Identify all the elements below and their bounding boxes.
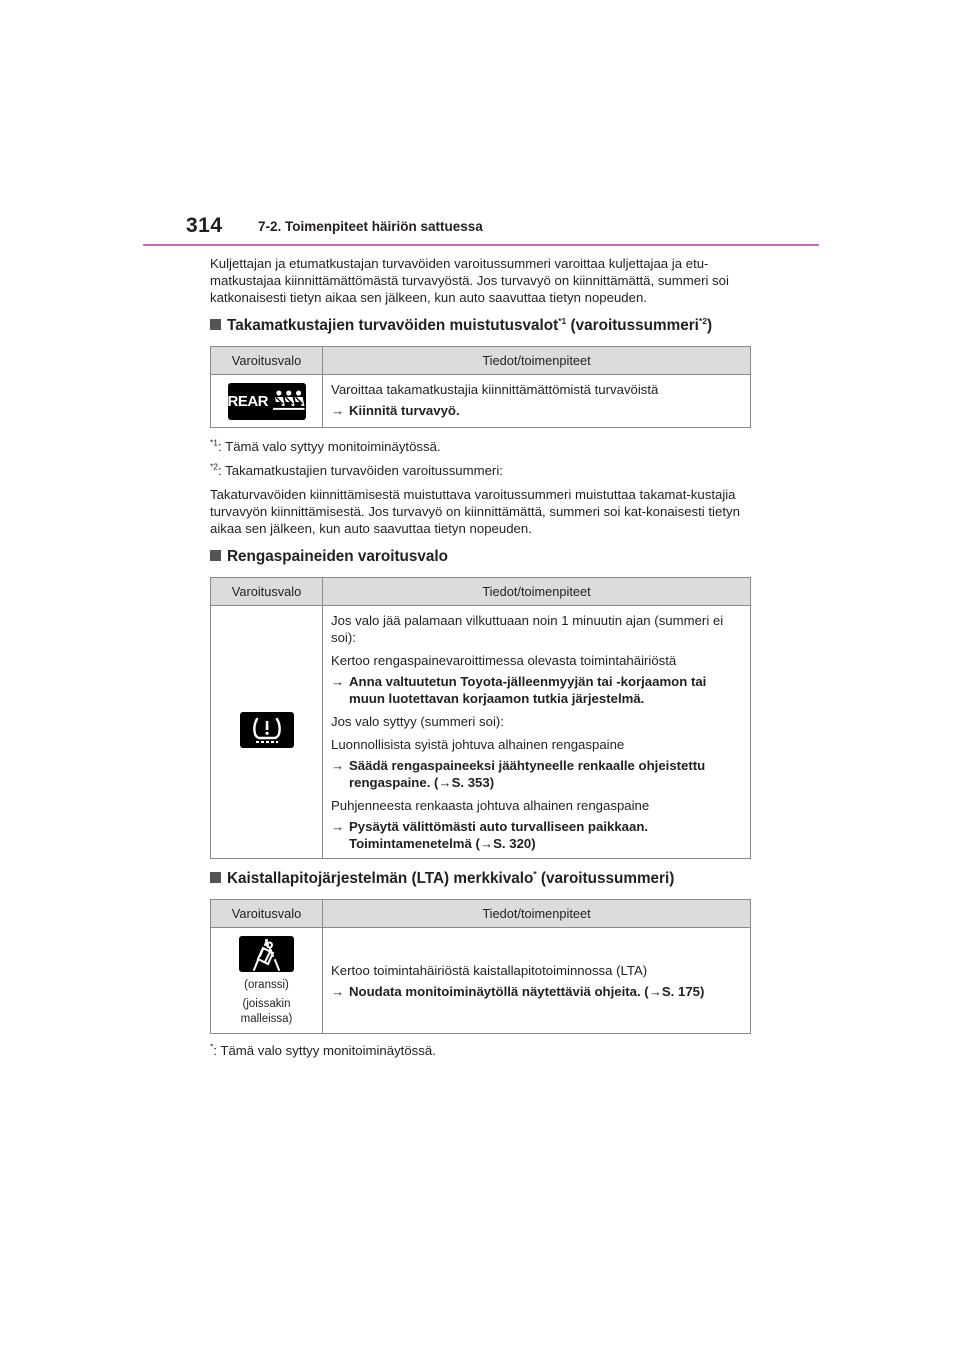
arrow-icon: → [331,983,345,999]
row-description: Kertoo rengaspainevaroittimessa olevasta toimintahäiriöstä [331,653,677,668]
icon-cell [211,375,323,428]
section-bullet-icon [210,872,221,883]
column-header-details: Tiedot/toimenpiteet [323,578,751,606]
footnote-1: $^{*1}$: Tämä valo syttyy monitoiminäytössä. [210,437,441,454]
icon-model-label: (joissakin malleissa) [240,998,293,1025]
section-bullet-icon [210,319,221,330]
section-heading-lta: Kaistallapitojärjestelmän (LTA) merkkivalo* (varoitussummeri) [210,869,752,888]
table-row [211,928,751,1034]
icon-cell [211,606,323,859]
warning-table-lta [210,899,751,1034]
footnote-lta: *: Tämä valo syttyy monitoiminäytössä. [210,1041,436,1058]
action-line: → Kiinnitä turvavyö. [331,403,460,418]
action-line: → Säädä rengaspaineeksi jäähtyneelle renkaalle ohjeistettu rengaspaine. (→S. 353) [331,758,706,790]
column-header-warning-light: Varoitusvalo [211,900,323,928]
table-row [211,375,751,428]
table-row [211,606,751,859]
rear-seatbelt-reminder-icon: REAR [228,383,306,420]
section-heading-tire-pressure: Rengaspaineiden varoitusvalo [210,547,752,566]
column-header-warning-light: Varoitusvalo [211,347,323,375]
icon-cell [211,928,323,1034]
table-header-row [211,900,751,928]
condition-text: Jos valo jää palamaan vilkuttuaan noin 1 minuutin ajan (summeri ei soi): [331,613,724,645]
table-header-row [211,347,751,375]
action-line: → Noudata monitoiminäytöllä näytettäviä ohjeita. (→S. 175) [331,983,705,999]
icon-color-label: (oranssi) [244,979,289,991]
row-description: Puhjenneesta renkaasta johtuva alhainen rengaspaine [331,798,650,813]
lane-tracing-assist-icon [239,936,294,972]
tire-pressure-warning-icon [240,712,294,748]
rear-seatbelt-paragraph: Takaturvavöiden kiinnittämisestä muistuttava varoitussummeri muistuttaa takamat-kustajia turvavyön kiinnittämisestä. Jos turvavyö on kiinnittämättä, summeri soi kat-konaisesti tietyn aikaa sen jälkeen, kun auto saavuttaa tietyn nopeuden. [210,487,740,536]
intro-paragraph: Kuljettajan ja etumatkustajan turvavöiden varoitussummeri varoittaa kuljettajaa ja etu-matkustajaa kiinnittämättömästä turvavyöstä. Jos turvavyö on kiinnittämättä, summeri soi katkonaisesti tietyn aikaa sen jälkeen, kun auto saavuttaa tietyn nopeuden. [210,256,729,305]
section-bullet-icon [210,550,221,561]
column-header-details: Tiedot/toimenpiteet [323,347,751,375]
footnote-2: $^{*2}$: Takamatkustajien turvavöiden varoitussummeri: [210,461,503,478]
chapter-title: 7-2. Toimenpiteet häiriön sattuessa [258,219,483,234]
page-content [210,255,752,1059]
details-cell [323,375,751,428]
warning-table-rear-seatbelt [210,346,751,428]
details-cell [323,606,751,859]
table-header-row [211,578,751,606]
row-description: Varoittaa takamatkustajia kiinnittämättömistä turvavöistä [331,382,659,397]
details-cell [323,928,751,1034]
arrow-icon: → [331,819,345,834]
action-line: → Anna valtuutetun Toyota-jälleenmyyjän tai -korjaamon tai muun luotettavan korjaamon tutkia järjestelmä. [331,674,707,706]
header-rule [143,244,819,246]
arrow-icon: → [331,758,345,773]
section-heading-rear-seatbelt: Takamatkustajien turvavöiden muistutusvalot$^{*1}$ (varoitussummeri$^{*2}$) [210,316,752,335]
column-header-warning-light: Varoitusvalo [211,578,323,606]
action-line: → Pysäytä välittömästi auto turvalliseen paikkaan. Toimintamenetelmä (→S. 320) [331,819,649,851]
warning-table-tire-pressure [210,577,751,859]
row-description: Kertoo toimintahäiriöstä kaistallapitotoiminnossa (LTA) [331,962,648,978]
condition-text: Jos valo syttyy (summeri soi): [331,714,504,729]
arrow-icon: → [331,674,345,689]
page-number: 314 [186,214,223,237]
column-header-details: Tiedot/toimenpiteet [323,900,751,928]
row-description: Luonnollisista syistä johtuva alhainen rengaspaine [331,737,625,752]
arrow-icon: → [331,403,345,418]
